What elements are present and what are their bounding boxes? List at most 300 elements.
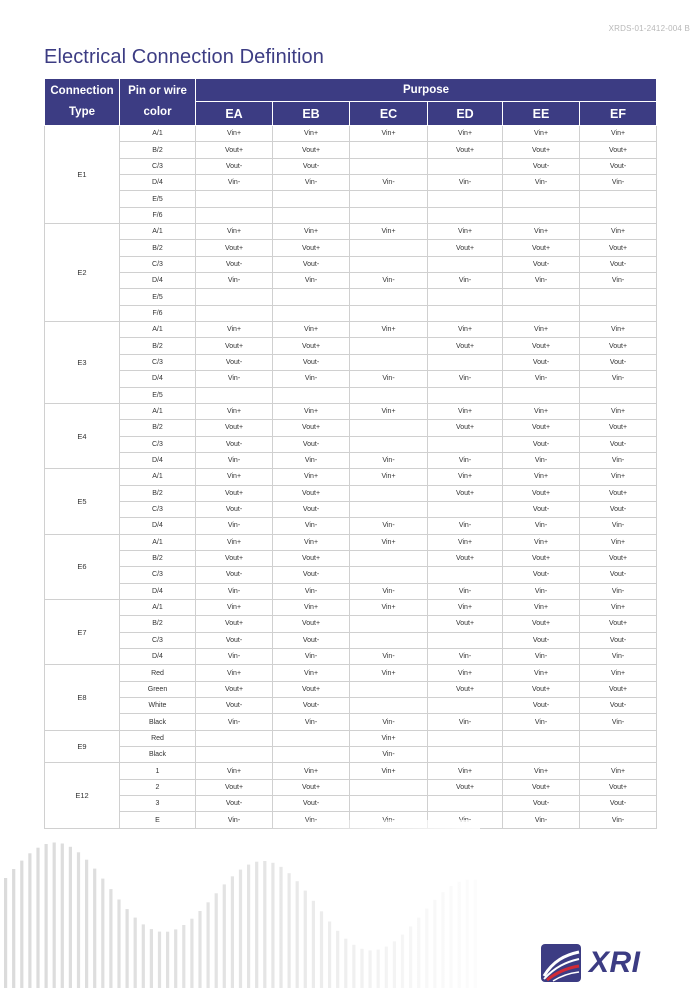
purpose-value-cell: Vout- [273, 354, 350, 370]
table-row [45, 256, 657, 272]
purpose-value-cell: Vin+ [273, 126, 350, 142]
table-row [45, 501, 657, 517]
table-row [45, 354, 657, 370]
purpose-value-cell: Vout+ [580, 616, 657, 632]
purpose-value-cell [350, 550, 428, 566]
purpose-value-cell: Vin+ [350, 763, 428, 779]
purpose-value-cell: Vout- [580, 354, 657, 370]
purpose-value-cell: Vin+ [196, 469, 273, 485]
table-row [45, 534, 657, 550]
pin-cell: A/1 [120, 469, 196, 485]
purpose-value-cell [428, 207, 503, 223]
purpose-value-cell: Vout+ [428, 142, 503, 158]
pin-cell: E/5 [120, 387, 196, 403]
purpose-value-cell [428, 698, 503, 714]
purpose-value-cell [350, 142, 428, 158]
purpose-value-cell [273, 191, 350, 207]
purpose-value-cell [428, 730, 503, 746]
purpose-value-cell [350, 632, 428, 648]
pin-cell: B/2 [120, 485, 196, 501]
header-purpose-ed: ED [428, 102, 503, 126]
purpose-value-cell: Vout+ [580, 485, 657, 501]
purpose-value-cell: Vout+ [196, 142, 273, 158]
table-row [45, 665, 657, 681]
pin-cell: 2 [120, 779, 196, 795]
purpose-value-cell: Vout+ [273, 420, 350, 436]
pin-cell: B/2 [120, 616, 196, 632]
pin-cell: D/4 [120, 371, 196, 387]
purpose-value-cell: Vout+ [503, 142, 580, 158]
purpose-value-cell: Vin+ [503, 665, 580, 681]
purpose-value-cell: Vin+ [196, 534, 273, 550]
purpose-value-cell: Vin- [196, 583, 273, 599]
purpose-value-cell: Vout+ [503, 420, 580, 436]
table-row [45, 583, 657, 599]
purpose-value-cell: Vout- [503, 158, 580, 174]
purpose-value-cell: Vout+ [196, 485, 273, 501]
purpose-value-cell: Vin- [350, 175, 428, 191]
purpose-value-cell: Vout- [273, 632, 350, 648]
purpose-value-cell: Vout- [196, 158, 273, 174]
purpose-value-cell [580, 207, 657, 223]
purpose-value-cell: Vin+ [196, 403, 273, 419]
purpose-value-cell: Vout+ [503, 550, 580, 566]
header-purpose-ea: EA [196, 102, 273, 126]
purpose-value-cell [196, 747, 273, 763]
purpose-value-cell [273, 289, 350, 305]
pin-cell: E/5 [120, 191, 196, 207]
purpose-value-cell: Vin+ [503, 224, 580, 240]
purpose-value-cell [196, 730, 273, 746]
purpose-value-cell: Vin+ [503, 534, 580, 550]
purpose-value-cell [350, 338, 428, 354]
purpose-value-cell [428, 387, 503, 403]
pin-cell: C/3 [120, 436, 196, 452]
table-row [45, 273, 657, 289]
purpose-value-cell: Vout+ [196, 420, 273, 436]
purpose-value-cell: Vin- [580, 518, 657, 534]
purpose-value-cell: Vin- [350, 371, 428, 387]
purpose-value-cell: Vout+ [196, 240, 273, 256]
pin-cell: B/2 [120, 420, 196, 436]
pin-cell: D/4 [120, 583, 196, 599]
purpose-value-cell: Vin+ [273, 322, 350, 338]
table-row [45, 338, 657, 354]
purpose-value-cell: Vout- [580, 632, 657, 648]
purpose-value-cell: Vout+ [428, 550, 503, 566]
purpose-value-cell: Vout+ [580, 240, 657, 256]
pin-cell: White [120, 698, 196, 714]
pin-cell: 3 [120, 796, 196, 812]
purpose-value-cell [196, 191, 273, 207]
purpose-value-cell: Vout+ [428, 485, 503, 501]
purpose-value-cell: Vin+ [580, 469, 657, 485]
purpose-value-cell: Vout- [196, 698, 273, 714]
purpose-value-cell: Vout+ [503, 240, 580, 256]
table-row [45, 518, 657, 534]
purpose-value-cell: Vout+ [273, 485, 350, 501]
purpose-value-cell: Vout+ [196, 338, 273, 354]
table-row [45, 632, 657, 648]
pin-cell: Red [120, 730, 196, 746]
table-row [45, 681, 657, 697]
purpose-value-cell: Vin+ [273, 665, 350, 681]
purpose-value-cell: Vout- [196, 354, 273, 370]
table-row [45, 550, 657, 566]
purpose-value-cell: Vin+ [580, 665, 657, 681]
purpose-value-cell: Vout- [196, 436, 273, 452]
purpose-value-cell: Vout+ [580, 681, 657, 697]
purpose-value-cell: Vout+ [428, 616, 503, 632]
pin-cell: F/6 [120, 207, 196, 223]
purpose-value-cell [350, 796, 428, 812]
purpose-value-cell [580, 289, 657, 305]
table-row [45, 747, 657, 763]
purpose-value-cell: Vin- [503, 714, 580, 730]
purpose-value-cell: Vin+ [196, 665, 273, 681]
purpose-value-cell: Vin+ [273, 599, 350, 615]
purpose-value-cell: Vin- [196, 452, 273, 468]
pin-cell: B/2 [120, 338, 196, 354]
connection-table [44, 78, 657, 829]
purpose-value-cell [273, 747, 350, 763]
purpose-value-cell: Vin- [428, 371, 503, 387]
purpose-value-cell: Vin- [580, 812, 657, 828]
table-row [45, 616, 657, 632]
purpose-value-cell: Vout+ [503, 779, 580, 795]
purpose-value-cell [350, 289, 428, 305]
table-row [45, 322, 657, 338]
purpose-value-cell: Vout+ [273, 681, 350, 697]
purpose-value-cell [350, 436, 428, 452]
purpose-value-cell [350, 387, 428, 403]
purpose-value-cell: Vout+ [580, 142, 657, 158]
purpose-value-cell: Vout+ [428, 338, 503, 354]
purpose-value-cell: Vout- [273, 256, 350, 272]
purpose-value-cell: Vin+ [428, 224, 503, 240]
table-row [45, 599, 657, 615]
table-row [45, 485, 657, 501]
purpose-value-cell: Vout+ [503, 485, 580, 501]
purpose-value-cell: Vout- [196, 632, 273, 648]
purpose-value-cell [580, 387, 657, 403]
purpose-value-cell: Vin+ [196, 126, 273, 142]
purpose-value-cell: Vout+ [428, 420, 503, 436]
table-row [45, 436, 657, 452]
purpose-value-cell: Vin- [428, 273, 503, 289]
purpose-value-cell: Vin- [580, 649, 657, 665]
purpose-value-cell: Vin+ [196, 322, 273, 338]
purpose-value-cell [428, 305, 503, 321]
table-row [45, 649, 657, 665]
table-row [45, 305, 657, 321]
purpose-value-cell [273, 387, 350, 403]
purpose-value-cell: Vout- [503, 436, 580, 452]
purpose-value-cell: Vout- [273, 158, 350, 174]
purpose-value-cell [428, 567, 503, 583]
purpose-value-cell [196, 305, 273, 321]
purpose-value-cell [350, 420, 428, 436]
table-row [45, 403, 657, 419]
pin-cell: A/1 [120, 224, 196, 240]
purpose-value-cell: Vin+ [273, 224, 350, 240]
purpose-value-cell [503, 207, 580, 223]
pin-cell: C/3 [120, 256, 196, 272]
purpose-value-cell: Vin- [350, 649, 428, 665]
purpose-value-cell: Vout- [273, 501, 350, 517]
table-body [45, 126, 657, 829]
purpose-value-cell: Vout- [503, 501, 580, 517]
purpose-value-cell: Vin+ [350, 599, 428, 615]
purpose-value-cell: Vout+ [503, 338, 580, 354]
purpose-value-cell: Vout+ [580, 550, 657, 566]
table-row [45, 469, 657, 485]
purpose-value-cell: Vin+ [273, 534, 350, 550]
pin-cell: D/4 [120, 175, 196, 191]
purpose-value-cell: Vout- [580, 567, 657, 583]
table-row [45, 126, 657, 142]
purpose-value-cell [428, 436, 503, 452]
purpose-value-cell: Vout+ [273, 240, 350, 256]
connection-type-cell: E8 [45, 665, 120, 730]
purpose-value-cell: Vin- [503, 371, 580, 387]
purpose-value-cell: Vin+ [196, 599, 273, 615]
purpose-value-cell: Vin+ [580, 126, 657, 142]
purpose-value-cell: Vin+ [273, 403, 350, 419]
pin-cell: Black [120, 747, 196, 763]
table-row [45, 730, 657, 746]
purpose-value-cell [428, 501, 503, 517]
table-row [45, 142, 657, 158]
purpose-value-cell: Vin+ [580, 599, 657, 615]
purpose-value-cell: Vin+ [350, 730, 428, 746]
purpose-value-cell: Vin- [428, 649, 503, 665]
decorative-wave-bars [0, 820, 480, 988]
pin-cell: F/6 [120, 305, 196, 321]
purpose-value-cell [273, 305, 350, 321]
table-row [45, 796, 657, 812]
purpose-value-cell [350, 501, 428, 517]
pin-cell: D/4 [120, 649, 196, 665]
purpose-value-cell: Vin- [273, 273, 350, 289]
purpose-value-cell: Vout- [580, 501, 657, 517]
purpose-value-cell: Vin+ [580, 224, 657, 240]
pin-cell: A/1 [120, 322, 196, 338]
pin-cell: A/1 [120, 599, 196, 615]
purpose-value-cell: Vin- [273, 518, 350, 534]
table-row [45, 207, 657, 223]
table-row [45, 779, 657, 795]
purpose-value-cell: Vin- [428, 714, 503, 730]
purpose-value-cell: Vin- [350, 518, 428, 534]
purpose-value-cell: Vin+ [428, 469, 503, 485]
purpose-value-cell: Vin- [196, 649, 273, 665]
purpose-value-cell: Vin+ [503, 469, 580, 485]
purpose-value-cell [350, 354, 428, 370]
purpose-value-cell: Vin- [273, 175, 350, 191]
header-purpose-ef: EF [580, 102, 657, 126]
purpose-value-cell: Vin+ [273, 469, 350, 485]
purpose-value-cell: Vin+ [580, 534, 657, 550]
connection-type-cell: E6 [45, 534, 120, 599]
connection-type-cell: E2 [45, 224, 120, 322]
pin-cell: A/1 [120, 126, 196, 142]
table-row [45, 224, 657, 240]
purpose-value-cell: Vin- [273, 452, 350, 468]
purpose-value-cell: Vout+ [503, 616, 580, 632]
header-purpose-ec: EC [350, 102, 428, 126]
purpose-value-cell: Vin+ [350, 665, 428, 681]
purpose-value-cell: Vin+ [428, 534, 503, 550]
pin-cell: B/2 [120, 240, 196, 256]
purpose-value-cell: Vin- [503, 273, 580, 289]
purpose-value-cell: Vout+ [428, 240, 503, 256]
purpose-value-cell: Vout- [196, 256, 273, 272]
purpose-value-cell: Vin+ [428, 599, 503, 615]
table-row [45, 191, 657, 207]
purpose-value-cell: Vout- [580, 436, 657, 452]
purpose-value-cell: Vin- [503, 583, 580, 599]
purpose-value-cell [196, 387, 273, 403]
purpose-value-cell: Vin- [273, 714, 350, 730]
purpose-value-cell: Vout+ [428, 779, 503, 795]
connection-type-cell: E7 [45, 599, 120, 664]
pin-cell: B/2 [120, 550, 196, 566]
purpose-value-cell: Vin+ [350, 322, 428, 338]
purpose-value-cell: Vout+ [196, 616, 273, 632]
purpose-value-cell: Vin+ [428, 665, 503, 681]
purpose-value-cell: Vin- [196, 518, 273, 534]
purpose-value-cell: Vout- [580, 256, 657, 272]
purpose-value-cell: Vin+ [196, 224, 273, 240]
document-code: XRDS-01-2412-004 B [608, 24, 690, 33]
purpose-value-cell: Vin- [503, 812, 580, 828]
purpose-value-cell: Vin+ [428, 763, 503, 779]
purpose-value-cell [350, 207, 428, 223]
purpose-value-cell: Vout- [580, 698, 657, 714]
purpose-value-cell: Vout+ [580, 338, 657, 354]
purpose-value-cell: Vout- [273, 567, 350, 583]
table-row [45, 698, 657, 714]
purpose-value-cell [503, 191, 580, 207]
pin-cell: D/4 [120, 518, 196, 534]
purpose-value-cell: Vin- [350, 747, 428, 763]
header-purpose-ee: EE [503, 102, 580, 126]
purpose-value-cell: Vout+ [580, 420, 657, 436]
pin-cell: D/4 [120, 273, 196, 289]
table-row [45, 158, 657, 174]
pin-cell: B/2 [120, 142, 196, 158]
purpose-value-cell: Vin+ [273, 763, 350, 779]
purpose-value-cell [350, 698, 428, 714]
table-row [45, 567, 657, 583]
connection-type-cell: E3 [45, 322, 120, 404]
purpose-value-cell: Vin+ [350, 469, 428, 485]
purpose-value-cell: Vin+ [580, 322, 657, 338]
connection-type-cell: E9 [45, 730, 120, 763]
purpose-value-cell: Vout+ [503, 681, 580, 697]
purpose-value-cell: Vout+ [428, 681, 503, 697]
pin-cell: C/3 [120, 158, 196, 174]
header-pin-or-wire-color: Pin or wire color [120, 79, 196, 126]
purpose-value-cell [350, 256, 428, 272]
purpose-value-cell: Vin+ [350, 403, 428, 419]
purpose-value-cell: Vout- [503, 256, 580, 272]
purpose-value-cell: Vin+ [580, 403, 657, 419]
purpose-value-cell: Vout- [503, 796, 580, 812]
purpose-value-cell: Vin- [580, 175, 657, 191]
purpose-value-cell: Vin- [503, 452, 580, 468]
purpose-value-cell: Vout+ [273, 338, 350, 354]
purpose-value-cell: Vin+ [503, 403, 580, 419]
purpose-value-cell: Vout- [503, 567, 580, 583]
purpose-value-cell [580, 747, 657, 763]
pin-cell: C/3 [120, 501, 196, 517]
purpose-value-cell [273, 207, 350, 223]
purpose-value-cell: Vout+ [273, 550, 350, 566]
table-row [45, 289, 657, 305]
purpose-value-cell: Vout+ [196, 779, 273, 795]
purpose-value-cell: Vin- [503, 175, 580, 191]
purpose-value-cell [503, 730, 580, 746]
purpose-value-cell: Vin- [273, 649, 350, 665]
table-row [45, 175, 657, 191]
purpose-value-cell [503, 387, 580, 403]
purpose-value-cell [580, 730, 657, 746]
purpose-value-cell: Vin+ [350, 534, 428, 550]
purpose-value-cell [350, 191, 428, 207]
purpose-value-cell [428, 632, 503, 648]
purpose-value-cell: Vout+ [273, 616, 350, 632]
purpose-value-cell: Vin- [580, 452, 657, 468]
purpose-value-cell: Vin- [350, 714, 428, 730]
purpose-value-cell: Vout+ [196, 681, 273, 697]
connection-type-cell: E5 [45, 469, 120, 534]
table-row [45, 714, 657, 730]
xri-logo-text: XRI [589, 946, 641, 979]
purpose-value-cell [428, 289, 503, 305]
table-row [45, 240, 657, 256]
connection-type-cell: E12 [45, 763, 120, 828]
purpose-value-cell: Vin- [196, 273, 273, 289]
table-row [45, 387, 657, 403]
purpose-value-cell: Vin+ [580, 763, 657, 779]
purpose-value-cell: Vin- [196, 175, 273, 191]
purpose-value-cell: Vin+ [196, 763, 273, 779]
purpose-value-cell: Vout- [273, 698, 350, 714]
table-row [45, 452, 657, 468]
purpose-value-cell: Vout+ [580, 779, 657, 795]
pin-cell: D/4 [120, 452, 196, 468]
purpose-value-cell: Vin- [350, 452, 428, 468]
purpose-value-cell: Vin- [196, 714, 273, 730]
purpose-value-cell: Vin- [196, 371, 273, 387]
purpose-value-cell [196, 207, 273, 223]
pin-cell: A/1 [120, 403, 196, 419]
pin-cell: 1 [120, 763, 196, 779]
purpose-value-cell: Vout- [196, 567, 273, 583]
purpose-value-cell: Vout+ [273, 142, 350, 158]
purpose-value-cell [350, 485, 428, 501]
table-row [45, 763, 657, 779]
purpose-value-cell: Vout- [503, 698, 580, 714]
purpose-value-cell: Vin- [580, 371, 657, 387]
purpose-value-cell [428, 158, 503, 174]
purpose-value-cell: Vin- [580, 583, 657, 599]
purpose-value-cell: Vin- [580, 714, 657, 730]
purpose-value-cell: Vin- [273, 583, 350, 599]
purpose-value-cell: Vin+ [503, 322, 580, 338]
